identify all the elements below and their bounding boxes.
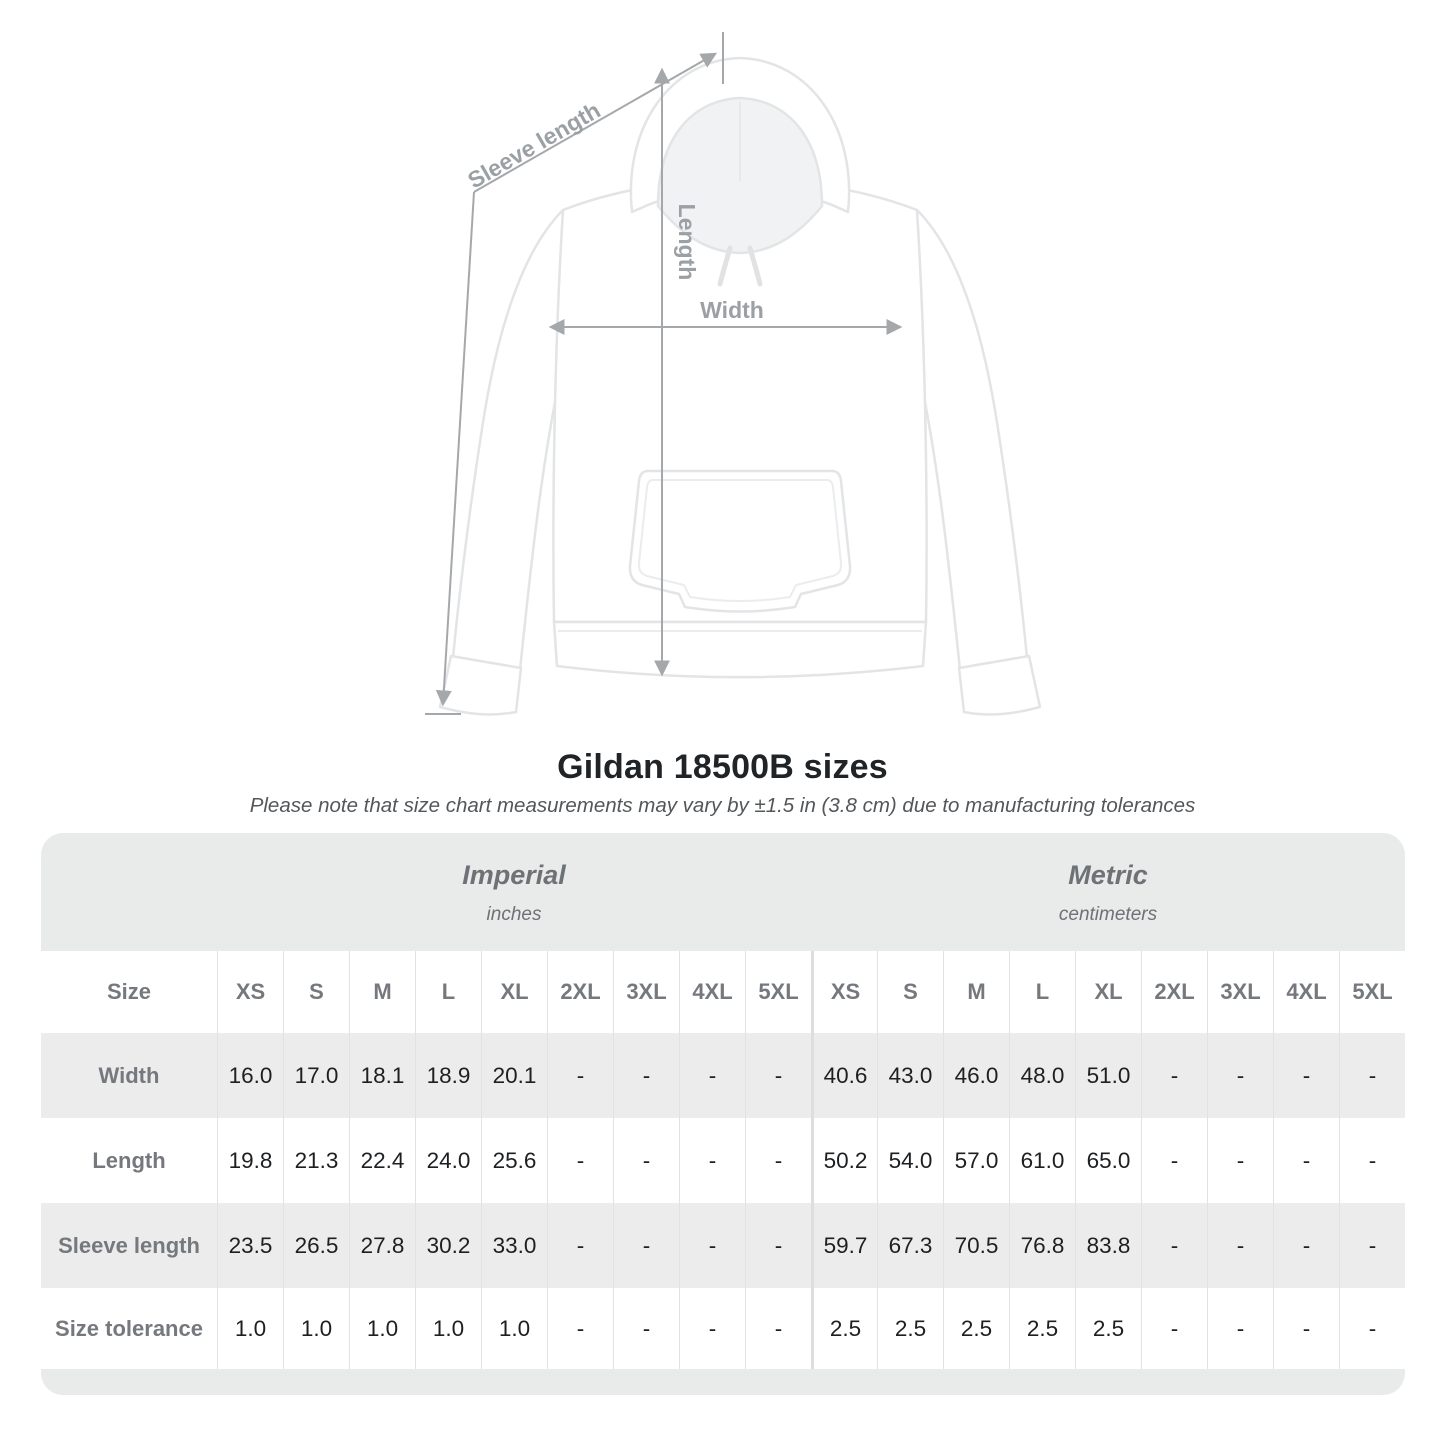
- value-cell: 57.0: [943, 1118, 1009, 1203]
- value-cell: -: [679, 1033, 745, 1118]
- size-cell: S: [283, 951, 349, 1033]
- size-cell: S: [877, 951, 943, 1033]
- value-cell: 43.0: [877, 1033, 943, 1118]
- metric-group-header: [811, 833, 1405, 951]
- value-cell: 1.0: [349, 1288, 415, 1369]
- value-cell: -: [1141, 1203, 1207, 1288]
- table-row-sleeve-length: [41, 1203, 1405, 1288]
- value-cell: 1.0: [217, 1288, 283, 1369]
- value-cell: 17.0: [283, 1033, 349, 1118]
- value-cell: -: [1339, 1203, 1405, 1288]
- value-cell: 16.0: [217, 1033, 283, 1118]
- hoodie-cuff-right: [959, 656, 1040, 714]
- size-cell: M: [943, 951, 1009, 1033]
- value-cell: -: [1141, 1288, 1207, 1369]
- value-cell: 2.5: [1075, 1288, 1141, 1369]
- value-cell: -: [1273, 1288, 1339, 1369]
- value-cell: 24.0: [415, 1118, 481, 1203]
- size-cell: XS: [217, 951, 283, 1033]
- value-cell: 70.5: [943, 1203, 1009, 1288]
- value-cell: -: [547, 1203, 613, 1288]
- table-row-length: [41, 1118, 1405, 1203]
- sleeve-length-label: Sleeve length: [463, 96, 605, 194]
- size-cell: 4XL: [679, 951, 745, 1033]
- hoodie-measurement-diagram: [380, 10, 1100, 730]
- value-cell: 48.0: [1009, 1033, 1075, 1118]
- imperial-group-header: [217, 833, 811, 951]
- value-cell: -: [613, 1118, 679, 1203]
- row-label: Length: [92, 1147, 166, 1173]
- value-cell: 51.0: [1075, 1033, 1141, 1118]
- value-cell: 61.0: [1009, 1118, 1075, 1203]
- value-cell: -: [679, 1288, 745, 1369]
- value-cell: 76.8: [1009, 1203, 1075, 1288]
- value-cell: 46.0: [943, 1033, 1009, 1118]
- value-cell: 59.7: [811, 1203, 877, 1288]
- table-row-width: [41, 1033, 1405, 1118]
- value-cell: 2.5: [1009, 1288, 1075, 1369]
- value-cell: 40.6: [811, 1033, 877, 1118]
- value-cell: 23.5: [217, 1203, 283, 1288]
- row-label: Width: [98, 1062, 160, 1088]
- size-cell: 4XL: [1273, 951, 1339, 1033]
- size-cell: L: [415, 951, 481, 1033]
- value-cell: 1.0: [481, 1288, 547, 1369]
- value-cell: 19.8: [217, 1118, 283, 1203]
- size-header-row: [41, 951, 1405, 1033]
- size-cell: 2XL: [547, 951, 613, 1033]
- value-cell: 2.5: [811, 1288, 877, 1369]
- size-cell: XL: [1075, 951, 1141, 1033]
- metric-group-name: Metric: [1068, 860, 1148, 890]
- size-cell: XL: [481, 951, 547, 1033]
- size-cell: 5XL: [1339, 951, 1405, 1033]
- table-row-size-tolerance: [41, 1288, 1405, 1369]
- value-cell: 83.8: [1075, 1203, 1141, 1288]
- width-label: Width: [700, 297, 764, 323]
- hoodie-cuff-left: [440, 656, 521, 714]
- value-cell: 1.0: [283, 1288, 349, 1369]
- value-cell: 18.1: [349, 1033, 415, 1118]
- size-cell: 2XL: [1141, 951, 1207, 1033]
- value-cell: -: [745, 1118, 811, 1203]
- value-cell: 2.5: [877, 1288, 943, 1369]
- value-cell: -: [613, 1288, 679, 1369]
- size-cell: XS: [811, 951, 877, 1033]
- value-cell: -: [1207, 1203, 1273, 1288]
- value-cell: -: [1339, 1288, 1405, 1369]
- size-cell: L: [1009, 951, 1075, 1033]
- value-cell: 21.3: [283, 1118, 349, 1203]
- length-label: Length: [674, 203, 700, 281]
- value-cell: -: [1339, 1118, 1405, 1203]
- value-cell: -: [679, 1203, 745, 1288]
- value-cell: 67.3: [877, 1203, 943, 1288]
- value-cell: 27.8: [349, 1203, 415, 1288]
- row-label: Size tolerance: [55, 1315, 203, 1341]
- value-cell: 65.0: [1075, 1118, 1141, 1203]
- value-cell: 1.0: [415, 1288, 481, 1369]
- value-cell: -: [1273, 1118, 1339, 1203]
- page-title: Gildan 18500B sizes: [557, 748, 888, 786]
- value-cell: 22.4: [349, 1118, 415, 1203]
- value-cell: -: [547, 1118, 613, 1203]
- metric-group-unit: centimeters: [1058, 904, 1158, 925]
- value-cell: -: [1339, 1033, 1405, 1118]
- value-cell: 20.1: [481, 1033, 547, 1118]
- imperial-group-unit: inches: [486, 904, 542, 925]
- value-cell: 18.9: [415, 1033, 481, 1118]
- value-cell: -: [547, 1288, 613, 1369]
- value-cell: -: [1141, 1033, 1207, 1118]
- value-cell: 26.5: [283, 1203, 349, 1288]
- value-cell: -: [1207, 1288, 1273, 1369]
- value-cell: 2.5: [943, 1288, 1009, 1369]
- value-cell: -: [1273, 1203, 1339, 1288]
- size-cell: 3XL: [613, 951, 679, 1033]
- value-cell: 25.6: [481, 1118, 547, 1203]
- value-cell: -: [745, 1033, 811, 1118]
- value-cell: -: [613, 1033, 679, 1118]
- tolerance-note: Please note that size chart measurements may vary by ±1.5 in (3.8 cm) due to manufacturing tolerances: [249, 794, 1196, 817]
- row-label: Sleeve length: [58, 1232, 200, 1258]
- imperial-group-name: Imperial: [462, 860, 566, 890]
- value-cell: -: [1273, 1033, 1339, 1118]
- value-cell: -: [679, 1118, 745, 1203]
- value-cell: -: [1207, 1118, 1273, 1203]
- value-cell: 50.2: [811, 1118, 877, 1203]
- value-cell: -: [745, 1288, 811, 1369]
- value-cell: -: [1207, 1033, 1273, 1118]
- value-cell: 33.0: [481, 1203, 547, 1288]
- size-cell: 5XL: [745, 951, 811, 1033]
- value-cell: -: [547, 1033, 613, 1118]
- size-column-header: Size: [106, 979, 152, 1004]
- size-table-card: [41, 833, 1405, 1395]
- size-cell: 3XL: [1207, 951, 1273, 1033]
- value-cell: 30.2: [415, 1203, 481, 1288]
- size-cell: M: [349, 951, 415, 1033]
- value-cell: -: [1141, 1118, 1207, 1203]
- value-cell: -: [745, 1203, 811, 1288]
- value-cell: -: [613, 1203, 679, 1288]
- value-cell: 54.0: [877, 1118, 943, 1203]
- unit-group-header: [41, 833, 1405, 951]
